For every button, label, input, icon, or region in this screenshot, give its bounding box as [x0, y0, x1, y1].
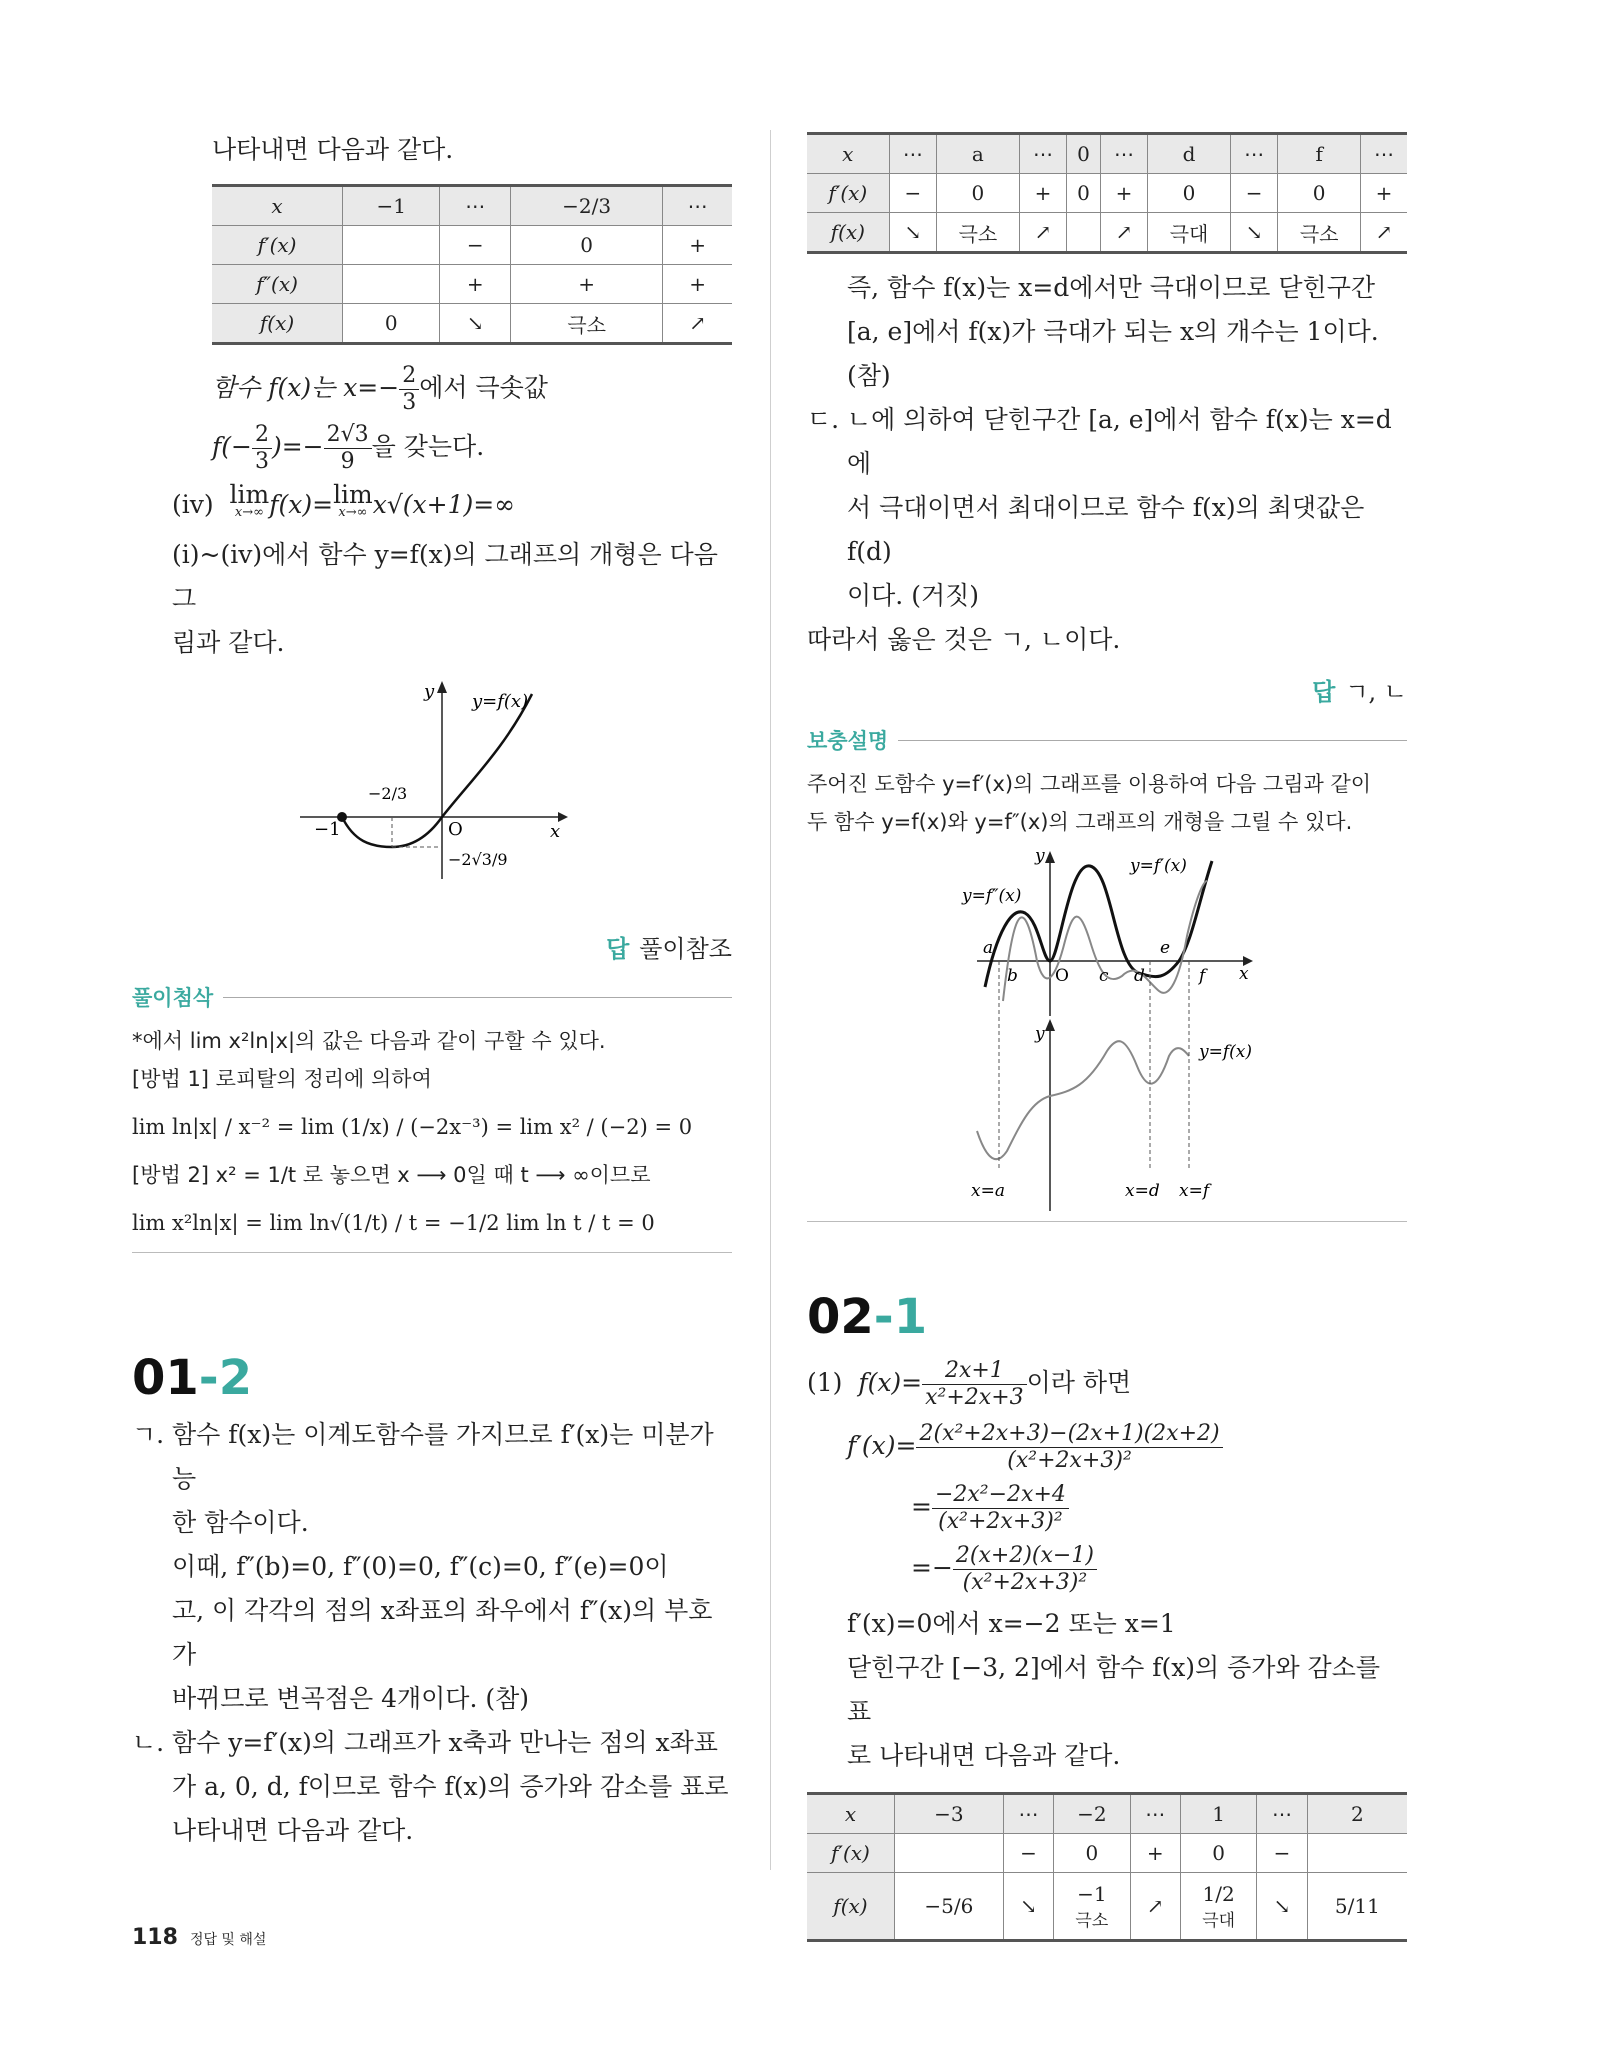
table-cell	[1180, 1873, 1256, 1941]
table-cell: +	[663, 226, 732, 265]
table-cell: 2	[1307, 1794, 1407, 1834]
text-line: 함수 f(x)는 이계도함수를 가지므로 f′(x)는 미분가능	[172, 1420, 714, 1493]
table-cell: ⋯	[889, 134, 936, 174]
problem-title-02-1: 02-1	[807, 1289, 928, 1345]
table-cell	[1130, 1873, 1180, 1941]
graph2-pt-c: c	[1099, 966, 1109, 986]
table-cell	[894, 1873, 1003, 1941]
item-g-lines	[132, 1413, 732, 1721]
table-value: 5/11	[1334, 1894, 1380, 1918]
table-row	[807, 1834, 1407, 1873]
interval-line-1: 닫힌구간 [−3, 2]에서 함수 f(x)의 증가와 감소를 표	[847, 1653, 1381, 1726]
page-number: 118	[132, 1925, 178, 1950]
table-cell	[1067, 213, 1101, 253]
table-cell: −2	[1054, 1794, 1130, 1834]
table-cell: f′(x)	[212, 226, 343, 265]
table-cell: ↘	[889, 213, 936, 253]
table-cell: +	[440, 265, 511, 304]
graph2-lower-y-label: y	[1035, 1024, 1045, 1044]
graph2-pt-a: a	[983, 938, 994, 958]
text-line: 함수 y=f′(x)의 그래프가 x축과 만나는 점의 x좌표	[172, 1728, 718, 1757]
table-cell: 극소	[937, 213, 1020, 253]
table-cell: 극소	[1278, 213, 1361, 253]
text-line: 이때, f″(b)=0, f″(0)=0, f″(c)=0, f″(e)=0이	[172, 1552, 669, 1581]
table-cell	[343, 265, 440, 304]
item-d-lines	[807, 398, 1407, 618]
table-cell: ↘	[440, 304, 511, 344]
table-cell: f(x)	[807, 213, 889, 253]
table-cell	[807, 1873, 894, 1941]
text-line: 한 함수이다.	[172, 1508, 309, 1537]
text-line: 즉, 함수 f(x)는 x=d에서만 극대이므로 닫힌구간	[847, 273, 1375, 302]
problem-title-01-2: 01-2	[132, 1350, 253, 1406]
table-cell: 0	[1278, 174, 1361, 213]
text-line: 서 극대이면서 최대이므로 함수 f(x)의 최댓값은 f(d)	[847, 493, 1365, 566]
derivative-step-1: f′(x)= $\frac{\text{2(x²+2x+3)−(2x+1)(2x+2)}}{\text{(x²+2x+3)²}}$	[847, 1421, 1407, 1474]
table-cell: f″(x)	[212, 265, 343, 304]
table-cell: x	[807, 1794, 894, 1834]
derivative-step-3: =− $\frac{2(x+2)(x-1)}{\text{(x²+2x+3)²}}$	[911, 1543, 1407, 1596]
sign-table-2	[807, 132, 1407, 254]
table-cell: ⋯	[1019, 134, 1066, 174]
table-cell: ⋯	[1130, 1794, 1180, 1834]
graph1-origin: O	[448, 819, 463, 840]
graph2-y-label: y	[1035, 846, 1045, 866]
table-cell: 극소	[511, 304, 663, 344]
table-cell: ⋯	[1257, 1794, 1307, 1834]
section-title-supplement: 보충설명	[807, 725, 1407, 755]
min-statement: 함수 f(x)는 x=− $\frac{2}{3}$ 에서 극솟값	[212, 363, 548, 415]
table-cell: ⋯	[1361, 134, 1407, 174]
table-row	[212, 226, 732, 265]
answer-1: 답 풀이참조	[606, 935, 732, 963]
table-value: −1	[1077, 1881, 1107, 1906]
method2-title: [방법 2] x² = 1/t 로 놓으면 x ⟶ 0일 때 t ⟶ ∞이므로	[132, 1163, 651, 1187]
text-line: ㄴ에 의하여 닫힌구간 [a, e]에서 함수 f(x)는 x=d에	[847, 405, 1392, 478]
method1-equation: lim ln|x| / x⁻² = lim (1/x) / (−2x⁻³) = lim x² / (−2) = 0	[132, 1115, 693, 1139]
table-cell: 1	[1180, 1794, 1256, 1834]
table-row	[807, 134, 1407, 174]
table-cell	[343, 226, 440, 265]
text-line: 나타내면 다음과 같다.	[172, 1816, 414, 1845]
intro-text: 나타내면 다음과 같다.	[212, 135, 454, 164]
method1-title: [방법 1] 로피탈의 정리에 의하여	[132, 1067, 432, 1091]
sign-table-1	[212, 184, 732, 345]
table-cell	[894, 1834, 1003, 1873]
table-row	[212, 186, 732, 226]
item-n-lines	[132, 1721, 732, 1853]
conclusion: 따라서 옳은 것은 ㄱ, ㄴ이다.	[807, 625, 1121, 654]
graph-derivatives	[807, 841, 1407, 1211]
table-cell: f(x)	[212, 304, 343, 344]
graph2-f-curve	[977, 1041, 1189, 1159]
interval-line-2: 로 나타내면 다음과 같다.	[847, 1741, 1121, 1770]
table-cell: f′(x)	[807, 1834, 894, 1873]
left-column	[132, 120, 732, 1853]
text-line: 고, 이 각각의 점의 x좌표의 좌우에서 f″(x)의 부호가	[172, 1596, 713, 1669]
table-cell: −1	[343, 186, 440, 226]
table-cell: 0	[343, 304, 440, 344]
table-cell: ⋯	[1230, 134, 1277, 174]
table-cell	[1257, 1873, 1307, 1941]
table-cell: −2/3	[511, 186, 663, 226]
graph1-y-label: y	[424, 681, 435, 702]
table-cell: ↗	[1100, 213, 1147, 253]
table-subvalue: 극소	[1075, 1910, 1109, 1931]
table-cell: ↗	[1361, 213, 1407, 253]
graph2-pt-e: e	[1160, 938, 1171, 958]
graph1-x-tick: −2/3	[368, 784, 408, 803]
table-value: ↗	[1146, 1894, 1164, 1918]
table-cell: 0	[1067, 134, 1101, 174]
table-cell: 0	[511, 226, 663, 265]
table-cell	[1003, 1873, 1053, 1941]
graph2-pt-b: b	[1007, 966, 1018, 986]
graph1-x-label: x	[550, 821, 561, 842]
table-value: ↘	[1020, 1894, 1037, 1918]
summary-line-1: (i)~(iv)에서 함수 y=f(x)의 그래프의 개형은 다음 그	[172, 540, 718, 613]
graph2-x-label: x	[1239, 964, 1249, 984]
graph2-pt-f: f	[1199, 966, 1206, 986]
supp-line-2: 두 함수 y=f(x)와 y=f″(x)의 그래프의 개형을 그릴 수 있다.	[807, 810, 1353, 834]
table-cell: f	[1278, 134, 1361, 174]
zero-points: f′(x)=0에서 x=−2 또는 x=1	[847, 1609, 1176, 1638]
table-row	[807, 1873, 1407, 1941]
min-value: f(− $\frac{2}{3}$ )=− $\frac{2√3}{9}$ 을 갖는다.	[212, 422, 485, 474]
graph1-y-arrow	[437, 681, 447, 693]
table-cell: 0	[1067, 174, 1101, 213]
text-line: 바뀌므로 변곡점은 4개이다. (참)	[172, 1684, 530, 1713]
table-cell: +	[1361, 174, 1407, 213]
table-row	[212, 304, 732, 344]
graph1-y-tick: −2√3/9	[448, 850, 508, 869]
table-row	[212, 265, 732, 304]
table-value: −5/6	[924, 1894, 974, 1918]
note-line-1: *에서 lim x²ln|x|의 값은 다음과 같이 구할 수 있다.	[132, 1029, 606, 1053]
table-cell: 극대	[1148, 213, 1231, 253]
graph2-f-label: y=f(x)	[1199, 1042, 1252, 1062]
table-cell: −3	[894, 1794, 1003, 1834]
table-row	[807, 213, 1407, 253]
page-footer	[132, 1925, 266, 1950]
column-divider	[770, 130, 771, 1870]
table-cell: ↗	[663, 304, 732, 344]
graph1-curve-label: y=f(x)	[472, 691, 529, 712]
table-cell: −	[889, 174, 936, 213]
item-d: ㄷ. ㄴ에 의하여 닫힌구간 [a, e]에서 함수 f(x)는 x=d에 서 극대이면서 최대이므로 함수 f(x)의 최댓값은 f(d) 이다. (거짓)	[807, 398, 1407, 618]
graph2-label-xa: x=a	[971, 1181, 1005, 1201]
graph1-neg-one: −1	[314, 819, 341, 840]
method2-equation: lim x²ln|x| = lim ln√(1/t) / t = −1/2 lim ln t / t = 0	[132, 1211, 655, 1235]
table-cell: +	[1019, 174, 1066, 213]
text-line: 가 a, 0, d, f이므로 함수 f(x)의 증가와 감소를 표로	[172, 1772, 729, 1801]
table-cell: ⋯	[440, 186, 511, 226]
table-cell: −	[1257, 1834, 1307, 1873]
table-cell	[1307, 1834, 1407, 1873]
graph-f	[132, 669, 732, 919]
table-cell: 0	[1180, 1834, 1256, 1873]
table-cell: ⋯	[1100, 134, 1147, 174]
table-value: 1/2	[1202, 1881, 1235, 1906]
graph2-lower-y-arrow	[1045, 1019, 1055, 1031]
supp-line-1: 주어진 도함수 y=f′(x)의 그래프를 이용하여 다음 그림과 같이	[807, 772, 1372, 796]
table-cell: a	[937, 134, 1020, 174]
graph2-label-xf: x=f	[1179, 1181, 1210, 1201]
table-cell: x	[807, 134, 889, 174]
text-line: 이다. (거짓)	[847, 581, 980, 610]
graph2-fdoubleprime-label: y=f″(x)	[962, 886, 1022, 906]
table-subvalue: 극대	[1202, 1910, 1236, 1931]
table-cell: 0	[937, 174, 1020, 213]
section-title-note: 풀이첨삭	[132, 982, 732, 1012]
table-cell: ⋯	[1003, 1794, 1053, 1834]
table-cell: +	[663, 265, 732, 304]
summary-line-2: 림과 같다.	[172, 628, 285, 657]
graph1-curve	[342, 694, 532, 847]
s1-function: (1) f(x)= $\frac{2x+1}{\text{x²+2x+3}}$ 이라 하면	[807, 1358, 1132, 1410]
item-g: ㄱ. 함수 f(x)는 이계도함수를 가지므로 f′(x)는 미분가능 한 함수이다. 이때, f″(b)=0, f″(0)=0, f″(c)=0, f″(e)=0이 고, 이 각각의 점의 x좌표의 좌우에서 f″(x)의 부호가 바뀌므로 변곡점은 4개이다. (참)	[132, 1413, 732, 1721]
table-cell: −	[440, 226, 511, 265]
sign-table-3	[807, 1792, 1407, 1942]
table-row	[807, 174, 1407, 213]
paragraph-conclusion-n	[807, 266, 1407, 398]
answer-2: 답 ㄱ, ㄴ	[1312, 678, 1407, 706]
table-cell: f′(x)	[807, 174, 889, 213]
graph2-fprime-label: y=f′(x)	[1130, 856, 1187, 876]
graph2-y-arrow	[1045, 851, 1055, 863]
table-cell: +	[1130, 1834, 1180, 1873]
table-row	[807, 1794, 1407, 1834]
derivative-step-2: = $\frac{\text{−2x²−2x+4}}{\text{(x²+2x+3)²}}$	[911, 1482, 1407, 1535]
table-cell: x	[212, 186, 343, 226]
table-cell: +	[1100, 174, 1147, 213]
graph2-pt-o: O	[1055, 966, 1069, 986]
table-cell: 0	[1054, 1834, 1130, 1873]
divider-left	[132, 1252, 732, 1253]
graph2-pt-d: d	[1134, 966, 1145, 986]
table-cell: 0	[1148, 174, 1231, 213]
table-cell	[1054, 1873, 1130, 1941]
table-cell: −	[1230, 174, 1277, 213]
table-cell: +	[511, 265, 663, 304]
text-line: [a, e]에서 f(x)가 극대가 되는 x의 개수는 1이다. (참)	[847, 317, 1379, 390]
table-cell: ↗	[1019, 213, 1066, 253]
table-cell	[1307, 1873, 1407, 1941]
graph2-label-xd: x=d	[1125, 1181, 1160, 1201]
table-cell: ↘	[1230, 213, 1277, 253]
table-cell: d	[1148, 134, 1231, 174]
divider-right	[807, 1221, 1407, 1222]
limit-iv: (iv) lim x→∞ f(x)=lim x→∞ x√(x+1)=∞	[172, 480, 516, 520]
item-n: ㄴ. 함수 y=f′(x)의 그래프가 x축과 만나는 점의 x좌표 가 a, 0, d, f이므로 함수 f(x)의 증가와 감소를 표로 나타내면 다음과 같다.	[132, 1721, 732, 1853]
table-value: ↘	[1273, 1894, 1291, 1918]
footer-label: 정답 및 해설	[189, 1932, 267, 1948]
right-column	[807, 132, 1407, 1942]
table-cell: ⋯	[663, 186, 732, 226]
table-value: f(x)	[833, 1894, 868, 1918]
table-cell: −	[1003, 1834, 1053, 1873]
